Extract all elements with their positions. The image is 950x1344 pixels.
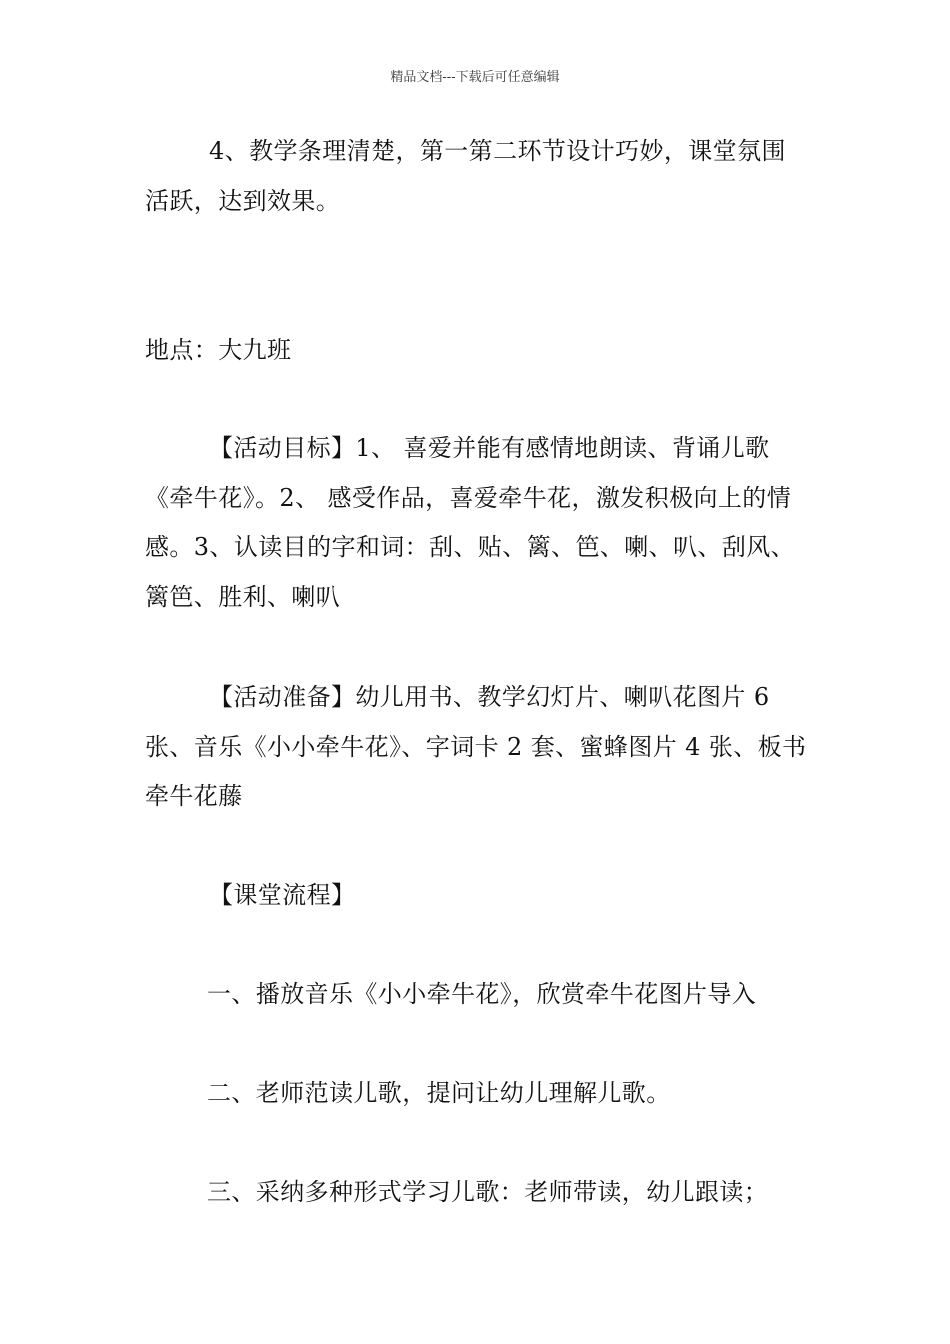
page-header: 精品文档---下载后可任意编辑 xyxy=(390,70,560,85)
section-title-process: 【课堂流程】 xyxy=(209,881,356,909)
process-step-3: 三、采纳多种形式学习儿歌：老师带读，幼儿跟读； xyxy=(207,1178,769,1206)
process-step-2: 二、老师范读儿歌，提问让幼儿理解儿歌。 xyxy=(207,1079,671,1107)
paragraph-activity-goals: 【活动目标】1、 喜爱并能有感情地朗读、背诵儿歌《牵牛花》。2、 感受作品，喜爱牵牛花，激发积极向上的情感。3、认读目的字和词：刮、贴、篱、笆、喇、叭、刮风、篱笆、胜利、喇叭 xyxy=(145,434,796,611)
paragraph-summary: 4、教学条理清楚，第一第二环节设计巧妙，课堂氛围活跃，达到效果。 xyxy=(145,137,786,215)
paragraph-location: 地点：大九班 xyxy=(145,336,292,364)
paragraph-activity-prep: 【活动准备】幼儿用书、教学幻灯片、喇叭花图片 6 张、音乐《小小牵牛花》、字词卡 2 套、蜜蜂图片 4 张、板书牵牛花藤 xyxy=(145,683,807,810)
process-step-1: 一、播放音乐《小小牵牛花》，欣赏牵牛花图片导入 xyxy=(207,980,757,1008)
